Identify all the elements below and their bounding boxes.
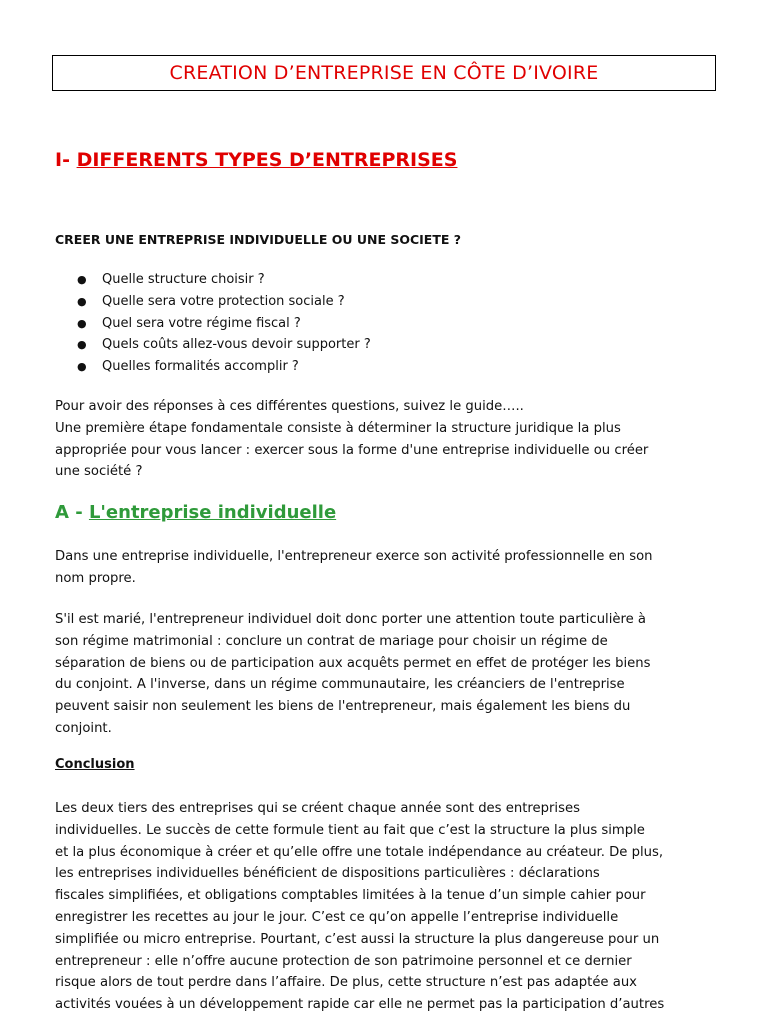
subsection-title: L'entreprise individuelle — [88, 502, 337, 523]
bullet-icon: ● — [77, 294, 87, 308]
section-number: I- — [55, 149, 77, 171]
paragraph-definition: Dans une entreprise individuelle, l'entrepreneur exerce son activité professionnelle en son nom propre. — [55, 549, 653, 586]
document-title: CREATION D’ENTREPRISE EN CÔTE D’IVOIRE — [169, 62, 599, 84]
bullet-icon: ● — [77, 316, 87, 330]
conclusion-paragraph: Les deux tiers des entreprises qui se créent chaque année sont des entreprises individuelles. Le succès de cette formule tient au fait que c’est la structure la plus simple et la plus économique à créer et qu’elle offre une totale indépendance au créateur. De plus, les entreprises individuelles bénéficient de dispositions particulières : déclarations fiscales simplifiées, et obligations comptables limitées à la tenue d’un simple cahier pour enregistrer les recettes au jour le jour. C’est ce qu’on appelle l’entreprise individuelle simplifiée ou micro entreprise. Pourtant, c’est aussi la structure la plus dangereuse pour un entrepreneur : elle n’offre aucune protection de son patrimoine personnel et ce dernier risque alors de tout perdre dans l’affaire. De plus, cette structure n’est pas adaptée aux activités vouées à un développement rapide car elle ne permet pas la participation d’autres — [55, 801, 665, 1013]
paragraph-marriage: S'il est marié, l'entrepreneur individuel doit donc porter une attention toute particulière à son régime matrimonial : conclure un contrat de mariage pour choisir un régime de séparation de biens ou de participation aux acquêts permet en effet de protéger les biens du conjoint. A l'inverse, dans un régime communautaire, les créanciers de l'entreprise peuvent saisir non seulement les biens de l'entrepreneur, mais également les biens du conjoint. — [55, 612, 651, 736]
question-heading: CREER UNE ENTREPRISE INDIVIDUELLE OU UNE SOCIETE ? — [55, 232, 462, 247]
section-heading — [55, 149, 457, 171]
list-item: ● Quel sera votre régime fiscal ? — [55, 313, 371, 335]
subsection-letter: A - — [55, 502, 89, 523]
conclusion-heading: Conclusion — [55, 757, 135, 772]
list-item: ● Quelle structure choisir ? — [55, 269, 371, 291]
list-item: ● Quelle sera votre protection sociale ? — [55, 291, 371, 313]
list-item: ● Quelles formalités accomplir ? — [55, 356, 371, 378]
question-list — [55, 269, 371, 378]
section-title: DIFFERENTS TYPES D’ENTREPRISES — [76, 149, 458, 171]
bullet-icon: ● — [77, 360, 87, 374]
subsection-heading — [55, 502, 336, 523]
intro-paragraph: Pour avoir des réponses à ces différentes questions, suivez le guide….. Une première étape fondamentale consiste à déterminer la structure juridique la plus appropriée pour vous lancer : exercer sous la forme d'une entreprise individuelle ou créer une société ? — [55, 399, 649, 480]
title-box — [52, 55, 716, 91]
bullet-icon: ● — [77, 338, 87, 352]
list-item: ● Quels coûts allez-vous devoir supporter ? — [55, 334, 371, 356]
bullet-icon: ● — [77, 273, 87, 286]
